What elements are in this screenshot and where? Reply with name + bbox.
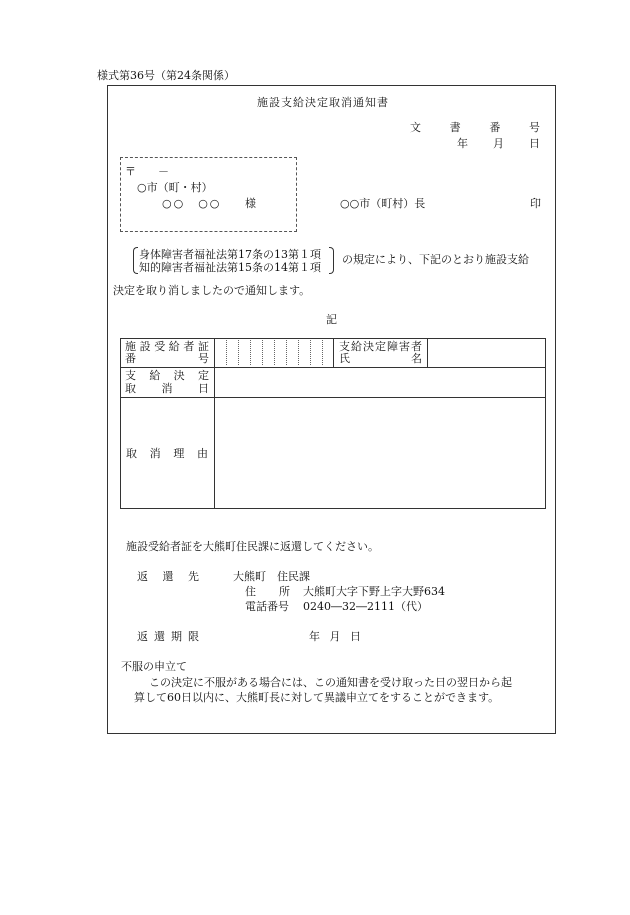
table-column-divider: [214, 338, 215, 509]
label-char: 番: [489, 121, 501, 134]
digit-cell-divider: [238, 340, 239, 365]
cancel-date-label-2: [125, 383, 209, 394]
label-char: 還: [162, 570, 174, 583]
label-char: 取: [126, 447, 137, 460]
label-char: 決: [363, 340, 374, 353]
label-char: 日: [198, 382, 209, 395]
label-char: 返: [137, 630, 148, 643]
return-instruction: 施設受給者証を大熊町住民課に返還してください。: [126, 540, 379, 553]
label-char: 定: [197, 369, 209, 382]
label-char: 取: [125, 382, 136, 395]
digit-cell-divider: [262, 340, 263, 365]
body-text-1: の規定により、下記のとおり施設支給: [342, 253, 529, 266]
cert-number-label-1: [125, 341, 209, 352]
recipient-name: ○○ ○○: [162, 197, 222, 210]
address-value: 大熊町大字下野上字大野634: [303, 585, 445, 598]
label-char: 氏: [339, 352, 350, 365]
label-char: 先: [188, 570, 199, 583]
label-char: 日: [350, 630, 361, 643]
objection-text-1: この決定に不服がある場合には、この通知書を受け取った日の翌日から起: [149, 676, 512, 689]
label-char: 設: [139, 340, 151, 353]
label-char: 害: [399, 340, 410, 353]
left-bracket: [133, 247, 138, 274]
label-char: 由: [196, 447, 208, 460]
objection-text-2: 算して60日以内に、大熊町長に対して異議申立てをすることができます。: [134, 691, 500, 704]
label-char: 年: [309, 630, 320, 643]
label-char: 消: [161, 382, 173, 395]
cert-number-label-2: [125, 353, 209, 364]
right-bracket: [329, 247, 334, 274]
phone-label: 電話番号: [245, 600, 289, 613]
label-char: 給: [168, 340, 180, 353]
label-char: 文: [410, 121, 421, 134]
label-char: 還: [154, 630, 165, 643]
label-char: 号: [528, 121, 540, 134]
form-id: 様式第36号（第24条関係）: [97, 69, 235, 82]
label-char: 日: [529, 137, 540, 150]
digit-cell-divider: [250, 340, 251, 365]
table-row-divider: [120, 367, 546, 368]
document-title: 施設支給決定取消通知書: [257, 96, 389, 109]
ki-heading: 記: [326, 313, 337, 326]
label-char: 名: [411, 352, 422, 365]
label-char: 受: [154, 340, 166, 353]
label-char: 住: [245, 585, 256, 598]
label-char: 給: [351, 340, 362, 353]
document-number-label: [410, 122, 540, 133]
phone-value: 0240―32―2111（代）: [303, 600, 428, 613]
digit-cell-divider: [274, 340, 275, 365]
label-char: 者: [411, 340, 422, 353]
label-char: 月: [493, 137, 504, 150]
label-char: 支: [339, 340, 350, 353]
recipient-city: ○市（町・村）: [137, 181, 213, 194]
law-reference-2: 知的障害者福祉法第15条の14第１項: [139, 261, 321, 274]
body-text-2: 決定を取り消しましたので通知します。: [113, 284, 311, 297]
label-char: 書: [449, 121, 461, 134]
label-char: 限: [188, 630, 199, 643]
date-label: [457, 138, 540, 149]
label-char: 施: [125, 340, 136, 353]
label-char: 番: [125, 352, 136, 365]
issuer: ○○市（町村）長: [340, 197, 426, 210]
label-char: 号: [198, 352, 209, 365]
label-char: 年: [457, 137, 468, 150]
law-reference-1: 身体障害者福祉法第17条の13第１項: [139, 248, 321, 261]
label-char: 定: [375, 340, 386, 353]
digit-cell-divider: [322, 340, 323, 365]
cancel-reason-label: [126, 448, 208, 459]
deadline-value: [309, 631, 361, 642]
digit-cell-divider: [226, 340, 227, 365]
recipient-name-label-2: [339, 353, 422, 364]
label-char: 所: [279, 585, 290, 598]
label-char: 期: [171, 630, 182, 643]
label-char: 理: [173, 447, 185, 460]
seal-mark: 印: [530, 197, 541, 210]
label-char: 者: [183, 340, 195, 353]
objection-heading: 不服の申立て: [121, 660, 187, 673]
digit-cell-divider: [286, 340, 287, 365]
recipient-honorific: 様: [245, 197, 256, 210]
label-char: 支: [125, 369, 136, 382]
return-to-value: 大熊町 住民課: [233, 570, 310, 583]
address-label: [245, 586, 290, 597]
return-to-label: [137, 571, 199, 582]
postal-mark: 〒 －: [125, 165, 169, 178]
label-char: 証: [197, 340, 209, 353]
deadline-label: [137, 631, 199, 642]
digit-cell-divider: [310, 340, 311, 365]
table-column-divider: [333, 338, 334, 367]
label-char: 消: [149, 447, 161, 460]
label-char: 月: [329, 630, 341, 643]
table-row-divider: [120, 397, 546, 398]
table-column-divider: [427, 338, 428, 367]
digit-cell-divider: [298, 340, 299, 365]
label-char: 障: [387, 340, 398, 353]
label-char: 決: [173, 369, 185, 382]
cancel-date-label-1: [125, 370, 209, 381]
label-char: 給: [149, 369, 161, 382]
recipient-name-label-1: [339, 341, 422, 352]
label-char: 返: [137, 570, 148, 583]
